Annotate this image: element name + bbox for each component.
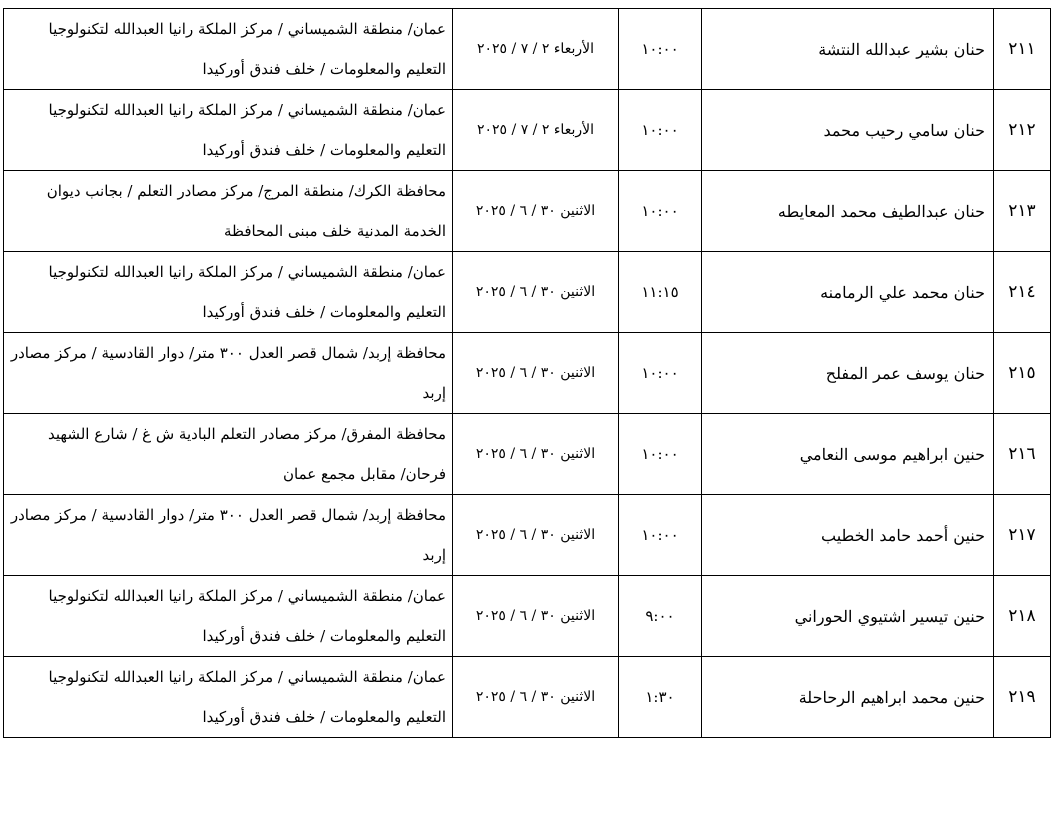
candidate-name: حنين محمد ابراهيم الرحاحلة <box>702 657 994 738</box>
exam-date: الاثنين ٣٠ / ٦ / ٢٠٢٥ <box>453 171 619 252</box>
exam-date: الأربعاء ٢ / ٧ / ٢٠٢٥ <box>453 9 619 90</box>
row-number: ٢١٤ <box>994 252 1051 333</box>
row-number: ٢١٧ <box>994 495 1051 576</box>
exam-location: محافظة الكرك/ منطقة المرج/ مركز مصادر التعلم / بجانب ديوان الخدمة المدنية خلف مبنى المحافظة <box>4 171 453 252</box>
table-row <box>4 171 1051 252</box>
exam-time: ١٠:٠٠ <box>619 171 702 252</box>
schedule-table <box>3 8 1051 738</box>
exam-time: ١٠:٠٠ <box>619 495 702 576</box>
row-number: ٢١٥ <box>994 333 1051 414</box>
exam-location: محافظة إربد/ شمال قصر العدل ٣٠٠ متر/ دوار القادسية / مركز مصادر إربد <box>4 333 453 414</box>
table-row <box>4 414 1051 495</box>
exam-location: محافظة المفرق/ مركز مصادر التعلم البادية ش غ / شارع الشهيد فرحان/ مقابل مجمع عمان <box>4 414 453 495</box>
row-number: ٢١٩ <box>994 657 1051 738</box>
candidate-name: حنان سامي رحيب محمد <box>702 90 994 171</box>
row-number: ٢١١ <box>994 9 1051 90</box>
exam-location: عمان/ منطقة الشميساني / مركز الملكة رانيا العبدالله لتكنولوجيا التعليم والمعلومات / خلف فندق أوركيدا <box>4 9 453 90</box>
row-number: ٢١٣ <box>994 171 1051 252</box>
exam-location: عمان/ منطقة الشميساني / مركز الملكة رانيا العبدالله لتكنولوجيا التعليم والمعلومات / خلف فندق أوركيدا <box>4 252 453 333</box>
exam-time: ١٠:٠٠ <box>619 333 702 414</box>
candidate-name: حنان يوسف عمر المفلح <box>702 333 994 414</box>
exam-location: عمان/ منطقة الشميساني / مركز الملكة رانيا العبدالله لتكنولوجيا التعليم والمعلومات / خلف فندق أوركيدا <box>4 657 453 738</box>
table-row <box>4 657 1051 738</box>
exam-time: ١:٣٠ <box>619 657 702 738</box>
candidate-name: حنان عبدالطيف محمد المعايطه <box>702 171 994 252</box>
exam-time: ١٠:٠٠ <box>619 9 702 90</box>
exam-time: ٩:٠٠ <box>619 576 702 657</box>
table-row <box>4 252 1051 333</box>
exam-location: عمان/ منطقة الشميساني / مركز الملكة رانيا العبدالله لتكنولوجيا التعليم والمعلومات / خلف فندق أوركيدا <box>4 576 453 657</box>
table-row <box>4 576 1051 657</box>
exam-date: الاثنين ٣٠ / ٦ / ٢٠٢٥ <box>453 657 619 738</box>
candidate-name: حنان بشير عبدالله النتشة <box>702 9 994 90</box>
candidate-name: حنين ابراهيم موسى النعامي <box>702 414 994 495</box>
exam-date: الاثنين ٣٠ / ٦ / ٢٠٢٥ <box>453 576 619 657</box>
exam-date: الاثنين ٣٠ / ٦ / ٢٠٢٥ <box>453 414 619 495</box>
exam-location: عمان/ منطقة الشميساني / مركز الملكة رانيا العبدالله لتكنولوجيا التعليم والمعلومات / خلف فندق أوركيدا <box>4 90 453 171</box>
table-row <box>4 9 1051 90</box>
exam-date: الاثنين ٣٠ / ٦ / ٢٠٢٥ <box>453 495 619 576</box>
exam-date: الاثنين ٣٠ / ٦ / ٢٠٢٥ <box>453 333 619 414</box>
schedule-body <box>4 9 1051 738</box>
exam-time: ١٠:٠٠ <box>619 414 702 495</box>
table-row <box>4 333 1051 414</box>
candidate-name: حنين تيسير اشتيوي الحوراني <box>702 576 994 657</box>
row-number: ٢١٦ <box>994 414 1051 495</box>
exam-location: محافظة إربد/ شمال قصر العدل ٣٠٠ متر/ دوار القادسية / مركز مصادر إربد <box>4 495 453 576</box>
exam-date: الاثنين ٣٠ / ٦ / ٢٠٢٥ <box>453 252 619 333</box>
exam-time: ١٠:٠٠ <box>619 90 702 171</box>
exam-date: الأربعاء ٢ / ٧ / ٢٠٢٥ <box>453 90 619 171</box>
candidate-name: حنان محمد علي الرمامنه <box>702 252 994 333</box>
row-number: ٢١٢ <box>994 90 1051 171</box>
candidate-name: حنين أحمد حامد الخطيب <box>702 495 994 576</box>
row-number: ٢١٨ <box>994 576 1051 657</box>
table-row <box>4 90 1051 171</box>
exam-time: ١١:١٥ <box>619 252 702 333</box>
table-row <box>4 495 1051 576</box>
